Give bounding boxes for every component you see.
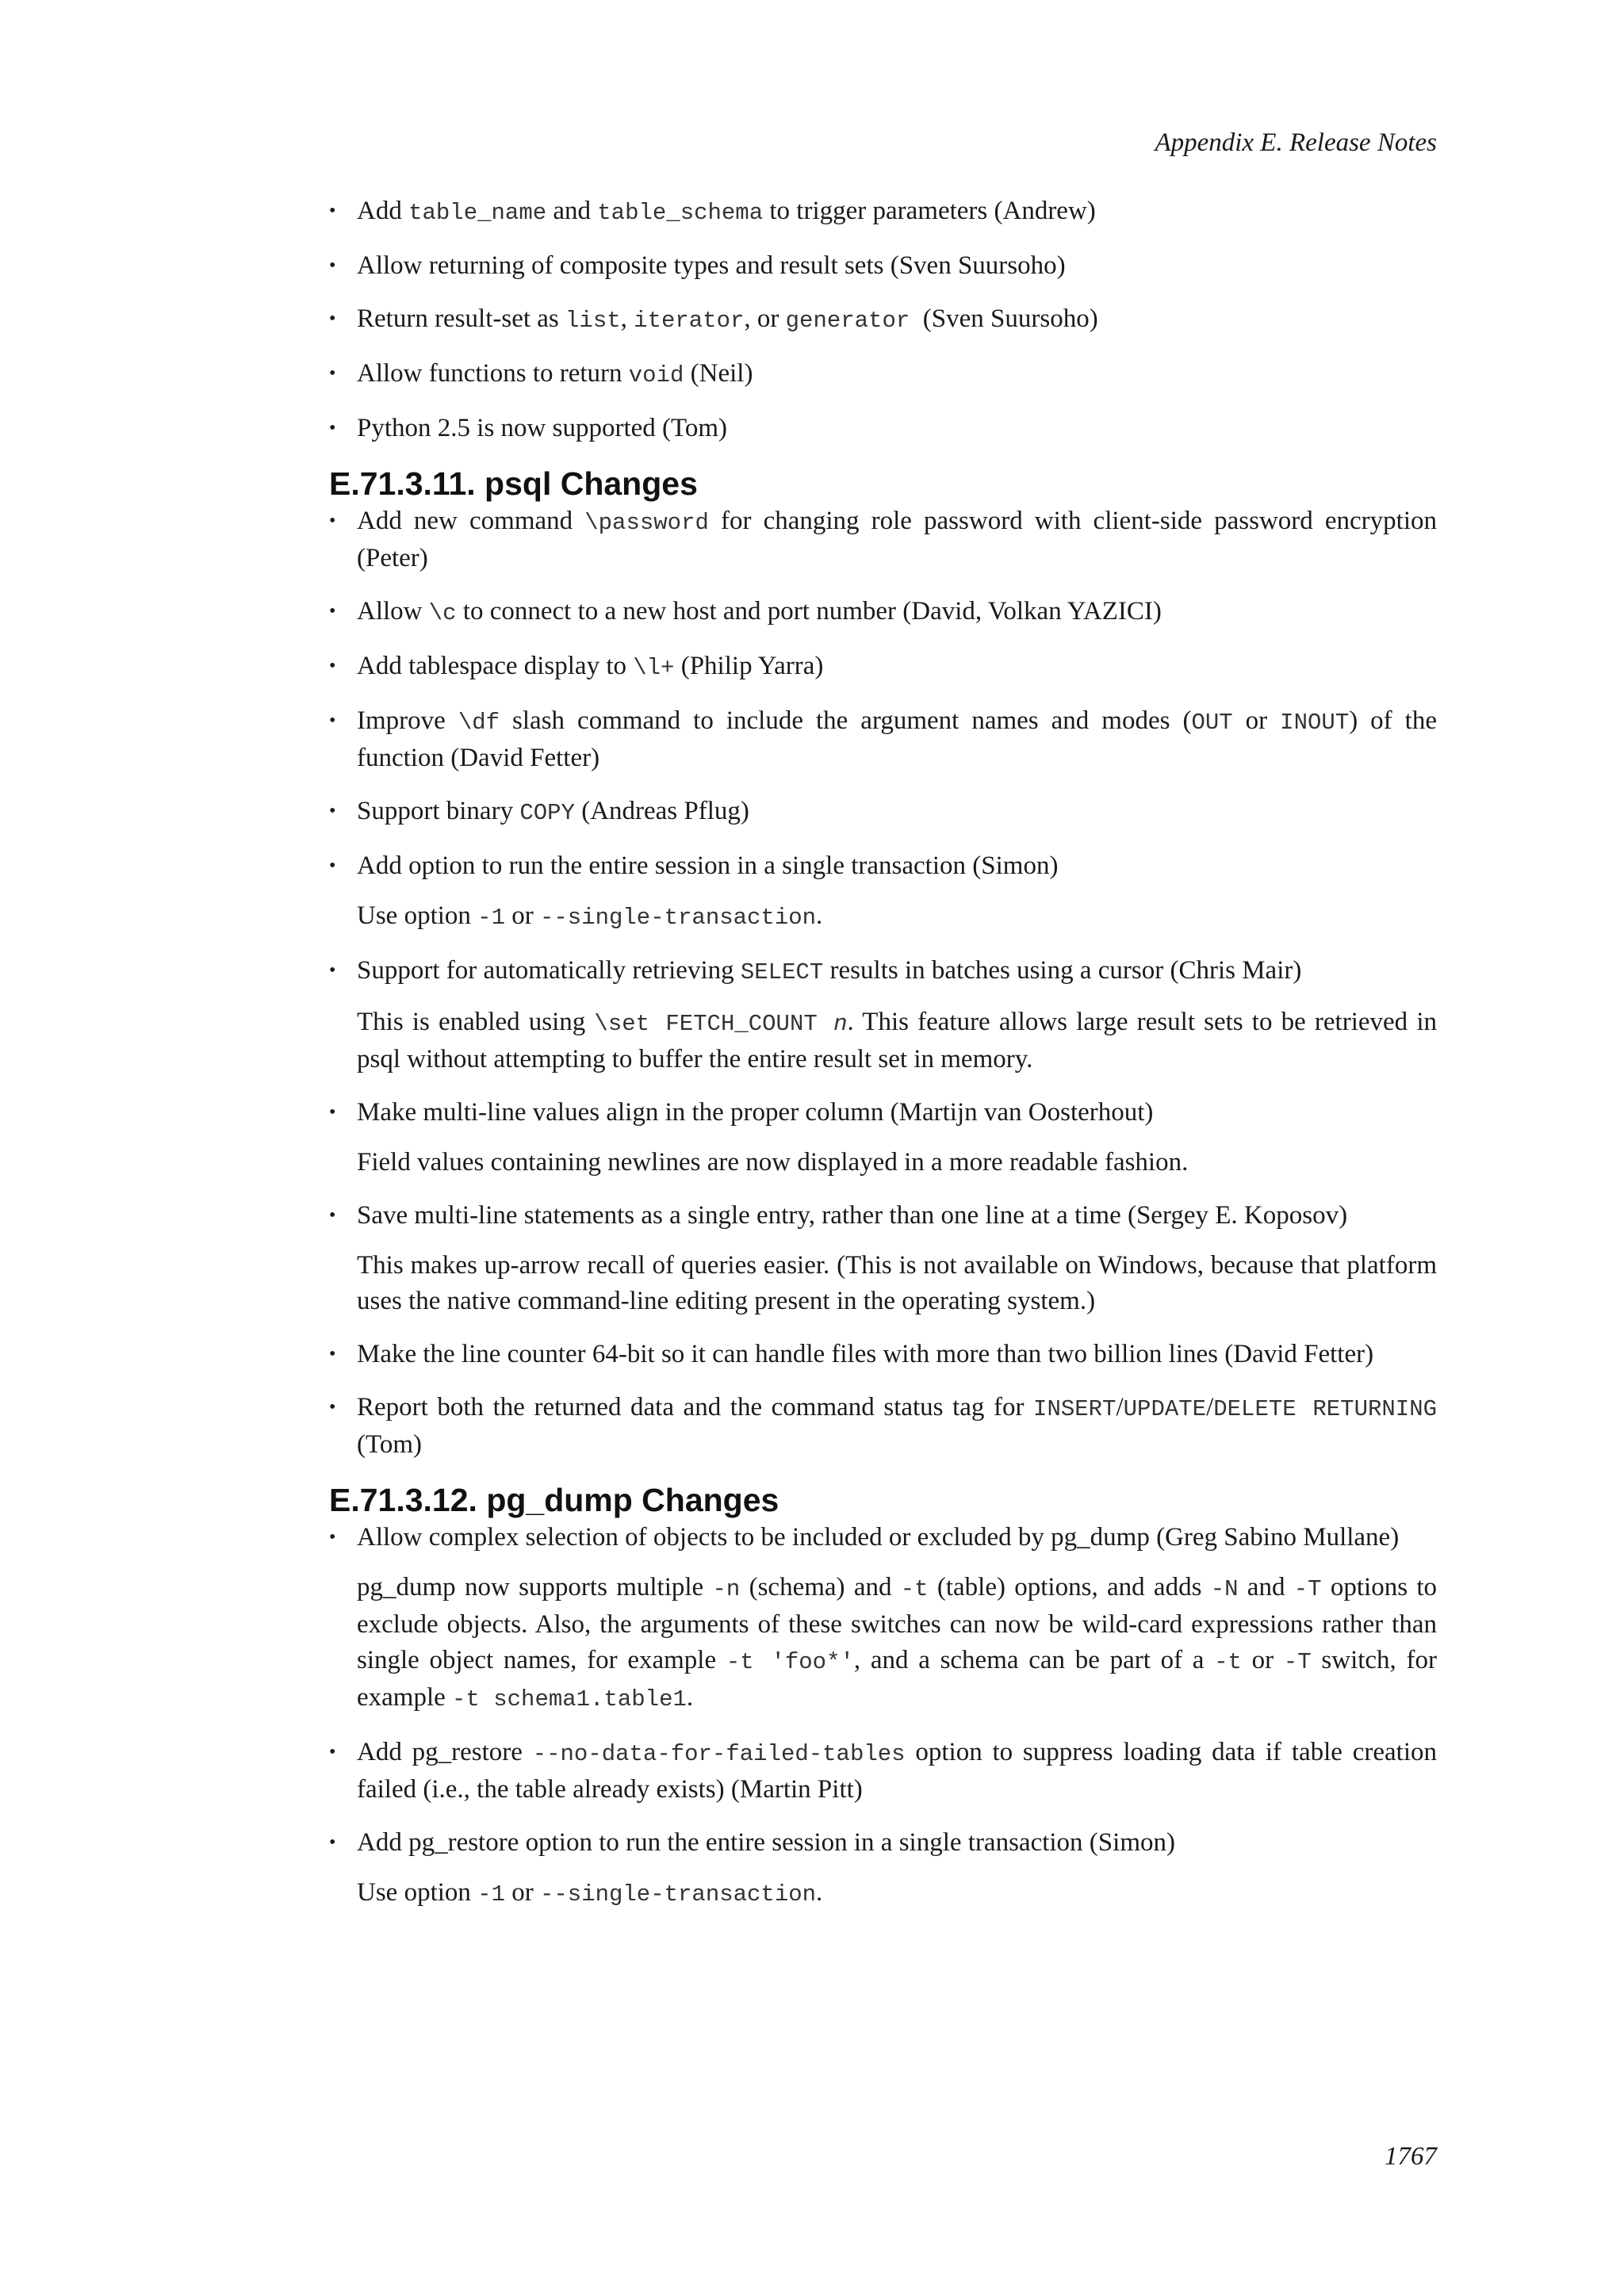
- list-item: [329, 794, 1437, 831]
- code-inline: --no-data-for-failed-tables: [532, 1741, 906, 1767]
- item-text: • Add pg_restore option to run the entire session in a single transaction (Simon): [357, 1828, 1175, 1857]
- list-item: [329, 193, 1437, 231]
- pg-dump-changes-list: [329, 1520, 1437, 1912]
- item-detail: Use option -1 or --single-transaction.: [357, 901, 823, 931]
- code-inline: -t 'foo*': [726, 1649, 854, 1675]
- code-inline: \l+: [633, 655, 675, 681]
- code-inline: \df: [458, 710, 500, 736]
- item-text: • Save multi-line statements as a single entry, rather than one line at a time (Sergey E. Koposov): [357, 1201, 1348, 1230]
- item-text: • Add pg_restore --no-data-for-failed-tables option to suppress loading data if table creation failed (i.e., the table already exists) (Martin Pitt): [357, 1738, 1437, 1804]
- item-text: • Allow functions to return void (Neil): [357, 359, 753, 388]
- item-text: • Improve \df slash command to include the argument names and modes (OUT or INOUT) of the function (David Fetter): [357, 706, 1437, 772]
- code-inline: -t: [900, 1576, 929, 1602]
- list-item: [329, 953, 1437, 1077]
- list-item: [329, 248, 1437, 284]
- code-inline: --single-transaction: [539, 905, 817, 931]
- item-text: • Return result-set as list, iterator, or generator (Sven Suursoho): [357, 304, 1098, 334]
- list-item: [329, 594, 1437, 631]
- list-item: [329, 1198, 1437, 1319]
- plpython-changes-list: [329, 193, 1437, 446]
- code-inline: DELETE RETURNING: [1213, 1396, 1437, 1422]
- item-text: • Support for automatically retrieving SELECT results in batches using a cursor (Chris Mair): [357, 956, 1302, 985]
- section-heading-pg-dump: E.71.3.12. pg_dump Changes: [329, 1482, 779, 1518]
- item-text: • Add new command \password for changing role password with client-side password encryption (Peter): [357, 507, 1437, 572]
- list-item: [329, 503, 1437, 576]
- list-item: [329, 1735, 1437, 1808]
- item-detail: Use option -1 or --single-transaction.: [357, 1878, 823, 1908]
- code-inline: generator: [785, 308, 910, 334]
- list-item: [329, 1825, 1437, 1912]
- code-inline: -n: [712, 1576, 741, 1602]
- running-header: Appendix E. Release Notes: [1155, 128, 1437, 157]
- item-detail: This is enabled using \set FETCH_COUNT n. This feature allows large result sets to be retrieved in psql without attempting to buffer the entire result set in memory.: [357, 1008, 1437, 1073]
- code-inline: list: [565, 308, 621, 334]
- code-inline: \password: [584, 510, 709, 536]
- code-inline: iterator: [634, 308, 745, 334]
- list-item: [329, 301, 1437, 339]
- code-inline: --single-transaction: [539, 1881, 817, 1908]
- item-text: • Allow returning of composite types and result sets (Sven Suursoho): [357, 251, 1066, 280]
- code-inline: UPDATE: [1123, 1396, 1207, 1422]
- code-inline: -1: [477, 1881, 505, 1908]
- code-inline: \c: [428, 600, 457, 626]
- code-inline: -t schema1.table1: [452, 1686, 687, 1712]
- item-text: • Make the line counter 64-bit so it can handle files with more than two billion lines (David Fetter): [357, 1340, 1374, 1368]
- list-item: [329, 848, 1437, 936]
- item-text: • Python 2.5 is now supported (Tom): [357, 414, 728, 442]
- list-item: [329, 1095, 1437, 1181]
- code-inline: table_name: [408, 200, 547, 226]
- code-inline: table_schema: [597, 200, 764, 226]
- item-detail: pg_dump now supports multiple -n (schema) and -t (table) options, and adds -N and -T options to exclude objects. Also, the arguments of these switches can now be wild-card expressions rather than single object names, for example -t 'foo*', and a schema can be part of a -t or -T switch, for example -t schema1.table1.: [357, 1573, 1437, 1712]
- list-item: [329, 1520, 1437, 1717]
- item-text: • Report both the returned data and the command status tag for INSERT/UPDATE/DELETE RETURNING (Tom): [357, 1393, 1437, 1459]
- code-inline: INOUT: [1280, 710, 1350, 736]
- item-text: • Add option to run the entire session in a single transaction (Simon): [357, 851, 1059, 880]
- item-text: • Allow \c to connect to a new host and port number (David, Volkan YAZICI): [357, 597, 1162, 626]
- item-text: • Add table_name and table_schema to trigger parameters (Andrew): [357, 197, 1096, 226]
- code-inline: -1: [477, 905, 505, 931]
- code-inline: OUT: [1191, 710, 1233, 736]
- item-detail: This makes up-arrow recall of queries easier. (This is not available on Windows, because that platform uses the native command-line editing present in the operating system.): [357, 1251, 1437, 1315]
- code-variable: n: [833, 1011, 848, 1037]
- code-inline: -T: [1283, 1649, 1312, 1675]
- code-inline: -T: [1293, 1576, 1322, 1602]
- code-inline: -N: [1210, 1576, 1239, 1602]
- code-inline: SELECT: [740, 959, 824, 985]
- page-content: [329, 193, 1437, 1930]
- item-text: • Allow complex selection of objects to be included or excluded by pg_dump (Greg Sabino Mullane): [357, 1523, 1400, 1552]
- list-item: [329, 703, 1437, 776]
- code-inline: \set FETCH_COUNT: [594, 1011, 834, 1037]
- list-item: [329, 1337, 1437, 1372]
- code-inline: void: [628, 362, 684, 388]
- list-item: [329, 356, 1437, 393]
- page-number: 1767: [1385, 2142, 1437, 2171]
- code-inline: INSERT: [1033, 1396, 1116, 1422]
- psql-changes-list: [329, 503, 1437, 1463]
- list-item: [329, 649, 1437, 686]
- list-item: [329, 411, 1437, 446]
- list-item: [329, 1390, 1437, 1463]
- item-text: • Support binary COPY (Andreas Pflug): [357, 797, 749, 826]
- code-inline: COPY: [519, 800, 575, 826]
- code-inline: -t: [1214, 1649, 1242, 1675]
- item-text: • Make multi-line values align in the proper column (Martijn van Oosterhout): [357, 1098, 1154, 1127]
- item-text: • Add tablespace display to \l+ (Philip Yarra): [357, 652, 824, 681]
- item-detail: Field values containing newlines are now displayed in a more readable fashion.: [357, 1148, 1189, 1177]
- section-heading-psql: E.71.3.11. psql Changes: [329, 465, 698, 502]
